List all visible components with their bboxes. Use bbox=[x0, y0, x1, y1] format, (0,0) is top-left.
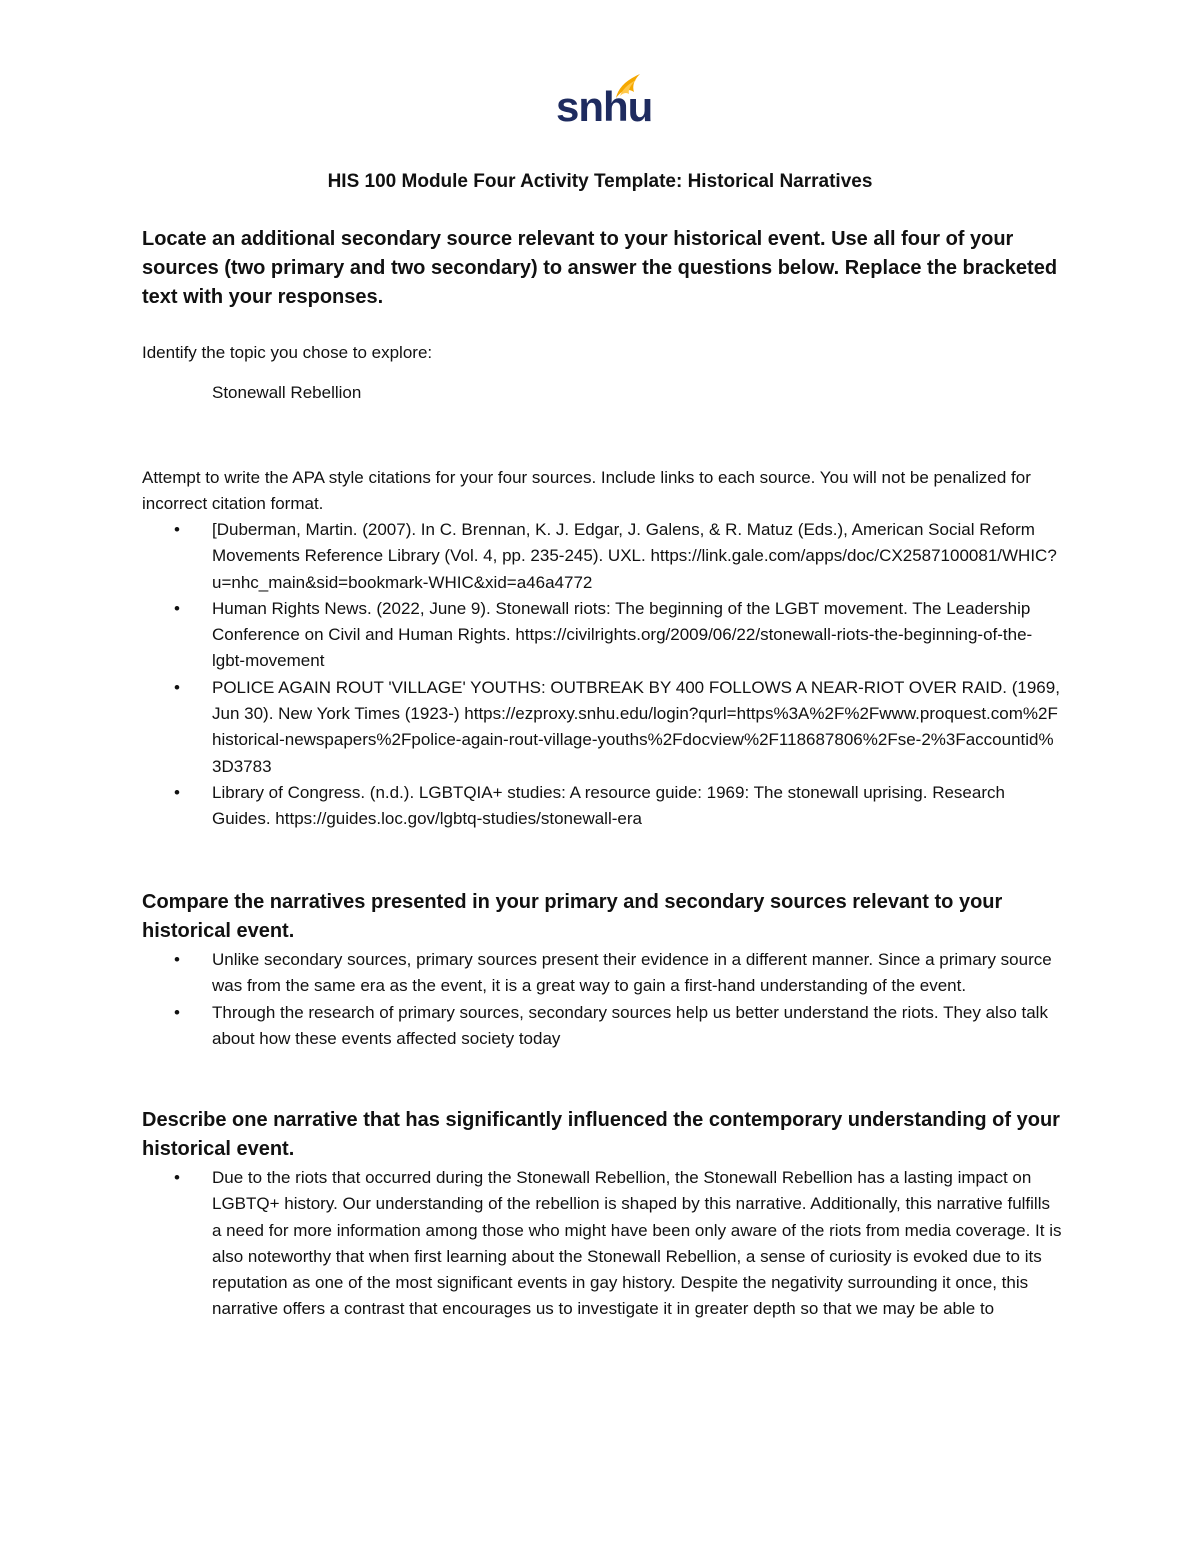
citations-prompt: Attempt to write the APA style citations for your four sources. Include links to each source. You will not be penalized for incorrect citation format. bbox=[142, 468, 1031, 513]
list-item: • Due to the riots that occurred during the Stonewall Rebellion, the Stonewall Rebellion has a lasting impact on LGBTQ+ history. Our understanding of the rebellion is shaped by this narrative. Additionally, this narrative fulfills a need for more information among those who might have been only aware of the riots from media coverage. It is also noteworthy that when first learning about the Stonewall Rebellion, a sense of curiosity is evoked due to its reputation as one of the most significant events in gay history. Despite the negativity surrounding it once, this narrative offers a contrast that encourages us to investigate it in greater depth so that we may be able to bbox=[142, 1165, 1062, 1323]
snhu-logo bbox=[552, 72, 653, 134]
list-item: • [Duberman, Martin. (2007). In C. Brennan, K. J. Edgar, J. Galens, & R. Matuz (Eds.), American Social Reform Movements Reference Library (Vol. 4, pp. 235-245). UXL. https://link.gale.com/apps/doc/CX2587100081/WHIC?u=nhc_main&sid=bookmark-WHIC&xid=a46a4772 bbox=[142, 517, 1062, 596]
topic-prompt: Identify the topic you chose to explore: bbox=[142, 343, 433, 362]
citations-list bbox=[142, 517, 1062, 833]
topic-answer: Stonewall Rebellion bbox=[212, 383, 362, 402]
describe-prompt: Describe one narrative that has significantly influenced the contemporary understanding of your historical event. bbox=[142, 1109, 1060, 1160]
list-item: • Unlike secondary sources, primary sources present their evidence in a different manner. Since a primary source was from the same era as the event, it is a great way to gain a first-hand understanding of the event. bbox=[142, 947, 1062, 1000]
list-item: • Human Rights News. (2022, June 9). Stonewall riots: The beginning of the LGBT movement. The Leadership Conference on Civil and Human Rights. https://civilrights.org/2009/06/22/stonewall-riots-the-beginning-of-the-lgbt-movement bbox=[142, 596, 1062, 675]
list-item: • POLICE AGAIN ROUT 'VILLAGE' YOUTHS: OUTBREAK BY 400 FOLLOWS A NEAR-RIOT OVER RAID. (1969, Jun 30). New York Times (1923-) https://ezproxy.snhu.edu/login?qurl=https%3A%2F%2Fwww.proquest.com%2Fhistorical-newspapers%2Fpolice-again-rout-village-youths%2Fdocview%2F118687806%2Fse-2%3Faccountid%3D3783 bbox=[142, 675, 1062, 780]
list-item: • Through the research of primary sources, secondary sources help us better understand the riots. They also talk about how these events affected society today bbox=[142, 1000, 1062, 1053]
compare-prompt: Compare the narratives presented in your primary and secondary sources relevant to your historical event. bbox=[142, 891, 1003, 942]
compare-list bbox=[142, 947, 1062, 1052]
list-item: • Library of Congress. (n.d.). LGBTQIA+ studies: A resource guide: 1969: The stonewall uprising. Research Guides. https://guides.loc.gov/lgbtq-studies/stonewall-era bbox=[142, 780, 1062, 833]
intro-instructions: Locate an additional secondary source relevant to your historical event. Use all four of your sources (two primary and two secondary) to answer the questions below. Replace the bracketed text with your responses. bbox=[142, 228, 1058, 308]
document-title: HIS 100 Module Four Activity Template: Historical Narratives bbox=[327, 171, 873, 192]
logo-wordmark: snhu bbox=[556, 83, 653, 130]
describe-list bbox=[142, 1165, 1062, 1323]
